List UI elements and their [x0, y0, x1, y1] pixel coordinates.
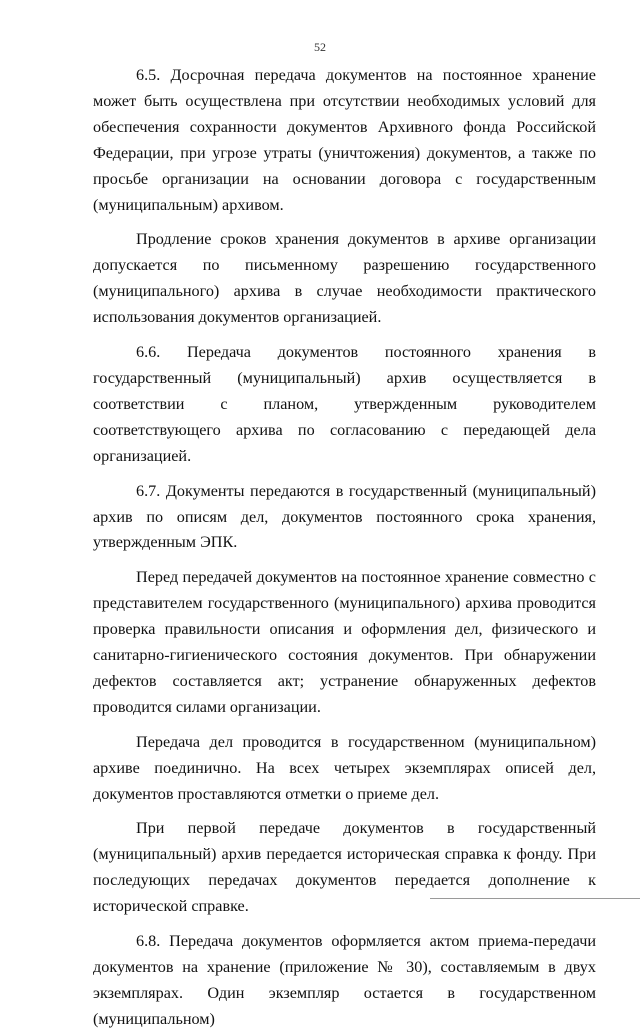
document-body	[93, 63, 596, 1033]
paragraph-historical-note: При первой передаче документов в государственный (муниципальный) архив передается историческая справка к фонду. При последующих передачах документов передается дополнение к исторической справке.	[93, 819, 596, 916]
scan-edge-divider	[430, 898, 640, 899]
paragraph-6-8: 6.8. Передача документов оформляется актом приема-передачи документов на хранение (приложение № 30), составляемым в двух экземплярах. Один экземпляр остается в государственном (муниципальном)	[93, 932, 596, 1028]
paragraph-6-7: 6.7. Документы передаются в государственный (муниципальный) архив по описям дел, документов постоянного срока хранения, утвержденным ЭПК.	[93, 481, 596, 552]
paragraph-storage-extension: Продление сроков хранения документов в архиве организации допускается по письменному разрешению государственного (муниципального) архива в случае необходимости практического использования документов организацией.	[93, 230, 596, 327]
paragraph-6-6: 6.6. Передача документов постоянного хранения в государственный (муниципальный) архив осуществляется в соответствии с планом, утвержденным руководителем соответствующего архива по согласованию с передающей дела организацией.	[93, 343, 596, 465]
paragraph-6-5: 6.5. Досрочная передача документов на постоянное хранение может быть осуществлена при отсутствии необходимых условий для обеспечения сохранности документов Архивного фонда Российской Федерации, при угрозе утраты (уничтожения) документов, а также по просьбе организации на основании договора с государственным (муниципальным) архивом.	[93, 66, 596, 214]
paragraph-pre-transfer-check: Перед передачей документов на постоянное хранение совместно с представителем государственного (муниципального) архива проводится проверка правильности описания и оформления дел, физического и санитарно-гигиенического состояния документов. При обнаружении дефектов составляется акт; устранение обнаруженных дефектов проводится силами организации.	[93, 568, 596, 716]
page-number: 52	[314, 40, 326, 54]
paragraph-item-transfer: Передача дел проводится в государственном (муниципальном) архиве поединично. На всех четырех экземплярах описей дел, документов проставляются отметки о приеме дел.	[93, 732, 596, 803]
